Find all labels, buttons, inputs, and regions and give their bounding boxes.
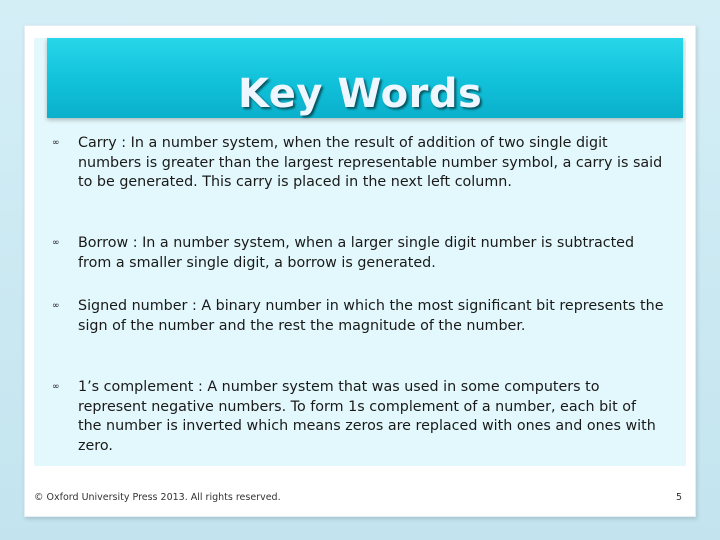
- term-definition: In a number system, when a larger single digit number is subtracted from a smaller single digit, a borrow is generated.: [78, 235, 635, 271]
- item-text: [78, 134, 664, 193]
- bullet-icon: ∞: [52, 238, 60, 248]
- item-text: [78, 234, 664, 273]
- term-definition: In a number system, when the result of addition of two single digit numbers is greater than the largest representable number symbol, a carry is said to be generated. This carry is placed in the next left column.: [78, 135, 663, 190]
- term-label: 1’s complement :: [78, 379, 208, 395]
- page-number: 5: [676, 492, 683, 503]
- bullet-icon: ∞: [52, 382, 60, 392]
- term-definition: A number system that was used in some computers to represent negative numbers. To form 1s complement of a number, each bit of the number is inverted which means zeros are replaced with ones and ones with zero.: [78, 379, 656, 454]
- term-definition: A binary number in which the most significant bit represents the sign of the number and the rest the magnitude of the number.: [78, 298, 664, 334]
- item-text: [78, 297, 664, 336]
- slide-title: Key Words: [238, 71, 483, 117]
- bullet-icon: ∞: [52, 301, 60, 311]
- bullet-icon: ∞: [52, 138, 60, 148]
- term-label: Signed number :: [78, 298, 202, 314]
- term-label: Carry :: [78, 135, 131, 151]
- item-text: [78, 378, 664, 456]
- copyright-footer: © Oxford University Press 2013. All rights reserved.: [34, 492, 281, 503]
- term-label: Borrow :: [78, 235, 143, 251]
